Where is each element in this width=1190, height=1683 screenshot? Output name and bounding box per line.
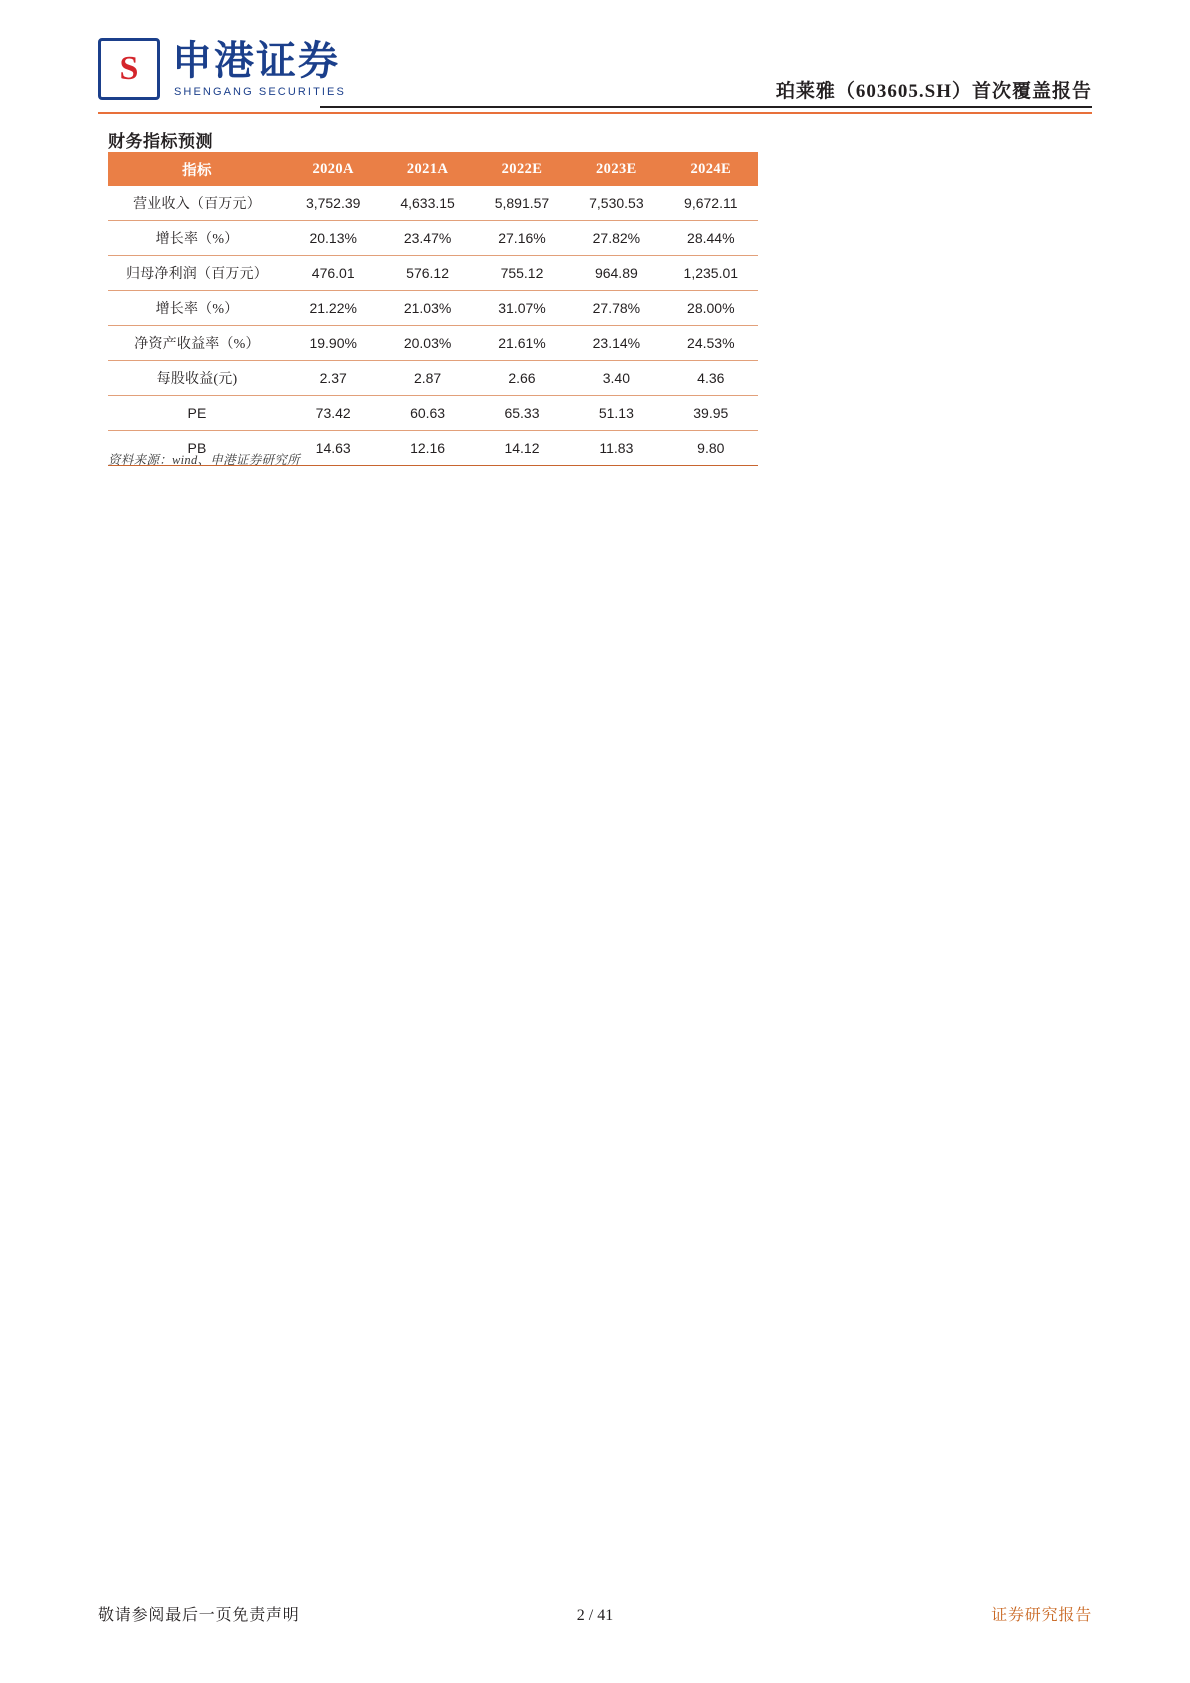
table-row-label: 归母净利润（百万元） xyxy=(108,256,286,291)
logo-glyph: S xyxy=(119,50,139,87)
logo-text xyxy=(172,40,346,98)
table-cell-value: 9.80 xyxy=(664,431,758,466)
section-title: 财务指标预测 xyxy=(108,132,213,151)
table-cell-value: 31.07% xyxy=(475,291,569,326)
table-cell-value: 755.12 xyxy=(475,256,569,291)
table-row-label: 增长率（%） xyxy=(108,221,286,256)
source-note: 资料来源：wind、申港证券研究所 xyxy=(108,453,300,467)
logo-name-en: SHENGANG SECURITIES xyxy=(174,86,346,98)
table-cell-value: 23.14% xyxy=(569,326,663,361)
table-cell-value: 27.78% xyxy=(569,291,663,326)
table-cell-value: 27.82% xyxy=(569,221,663,256)
table-cell-value: 51.13 xyxy=(569,396,663,431)
table-row xyxy=(108,326,758,361)
table-cell-value: 23.47% xyxy=(380,221,474,256)
table-cell-value: 3,752.39 xyxy=(286,186,380,221)
table-cell-value: 1,235.01 xyxy=(664,256,758,291)
table-cell-value: 28.44% xyxy=(664,221,758,256)
table-cell-value: 28.00% xyxy=(664,291,758,326)
company-logo xyxy=(98,38,346,100)
financial-forecast-table xyxy=(108,152,758,466)
table-cell-value: 39.95 xyxy=(664,396,758,431)
table-cell-value: 20.13% xyxy=(286,221,380,256)
table-cell-value: 27.16% xyxy=(475,221,569,256)
table-cell-value: 2.87 xyxy=(380,361,474,396)
table-row xyxy=(108,186,758,221)
report-title: 珀莱雅（603605.SH）首次覆盖报告 xyxy=(775,81,1092,102)
table-cell-value: 5,891.57 xyxy=(475,186,569,221)
table-row xyxy=(108,396,758,431)
table-cell-value: 4.36 xyxy=(664,361,758,396)
table-cell-value: 4,633.15 xyxy=(380,186,474,221)
table-cell-value: 21.22% xyxy=(286,291,380,326)
table-cell-value: 73.42 xyxy=(286,396,380,431)
table-row-label: 增长率（%） xyxy=(108,291,286,326)
table-cell-value: 14.12 xyxy=(475,431,569,466)
footer-report-label: 证券研究报告 xyxy=(991,1607,1092,1624)
logo-name-cn: 申港证券 xyxy=(172,38,340,83)
table-cell-value: 11.83 xyxy=(569,431,663,466)
table-row xyxy=(108,221,758,256)
table-row-label: 净资产收益率（%） xyxy=(108,326,286,361)
table-header-row xyxy=(108,152,758,186)
table-cell-value: 576.12 xyxy=(380,256,474,291)
table-row-label: PE xyxy=(108,396,286,431)
table-cell-value: 2.66 xyxy=(475,361,569,396)
logo-mark-icon xyxy=(98,38,160,100)
table-row xyxy=(108,361,758,396)
table-cell-value: 476.01 xyxy=(286,256,380,291)
table-cell-value: 14.63 xyxy=(286,431,380,466)
table-cell-value: 24.53% xyxy=(664,326,758,361)
table-cell-value: 21.03% xyxy=(380,291,474,326)
table-column-header: 2020A xyxy=(286,152,380,186)
table-cell-value: 21.61% xyxy=(475,326,569,361)
table-cell-value: 9,672.11 xyxy=(664,186,758,221)
page-header xyxy=(0,0,1190,120)
table-cell-value: 65.33 xyxy=(475,396,569,431)
table-cell-value: 964.89 xyxy=(569,256,663,291)
footer-page-number: 2 / 41 xyxy=(576,1607,614,1624)
table-cell-value: 20.03% xyxy=(380,326,474,361)
footer-disclaimer: 敬请参阅最后一页免责声明 xyxy=(98,1607,300,1624)
table-row xyxy=(108,256,758,291)
table-row-label: PB xyxy=(108,431,286,466)
table-cell-value: 2.37 xyxy=(286,361,380,396)
table-column-header: 2021A xyxy=(380,152,474,186)
table-cell-value: 3.40 xyxy=(569,361,663,396)
table-column-header: 2023E xyxy=(569,152,663,186)
table-column-header: 指标 xyxy=(108,152,286,186)
table-cell-value: 7,530.53 xyxy=(569,186,663,221)
table-cell-value: 60.63 xyxy=(380,396,474,431)
header-divider-accent xyxy=(98,112,1092,114)
table-row-label: 营业收入（百万元） xyxy=(108,186,286,221)
table-cell-value: 19.90% xyxy=(286,326,380,361)
table-column-header: 2022E xyxy=(475,152,569,186)
table-column-header: 2024E xyxy=(664,152,758,186)
table-row xyxy=(108,291,758,326)
table-cell-value: 12.16 xyxy=(380,431,474,466)
table-row-label: 每股收益(元) xyxy=(108,361,286,396)
header-divider-dark xyxy=(320,106,1092,108)
